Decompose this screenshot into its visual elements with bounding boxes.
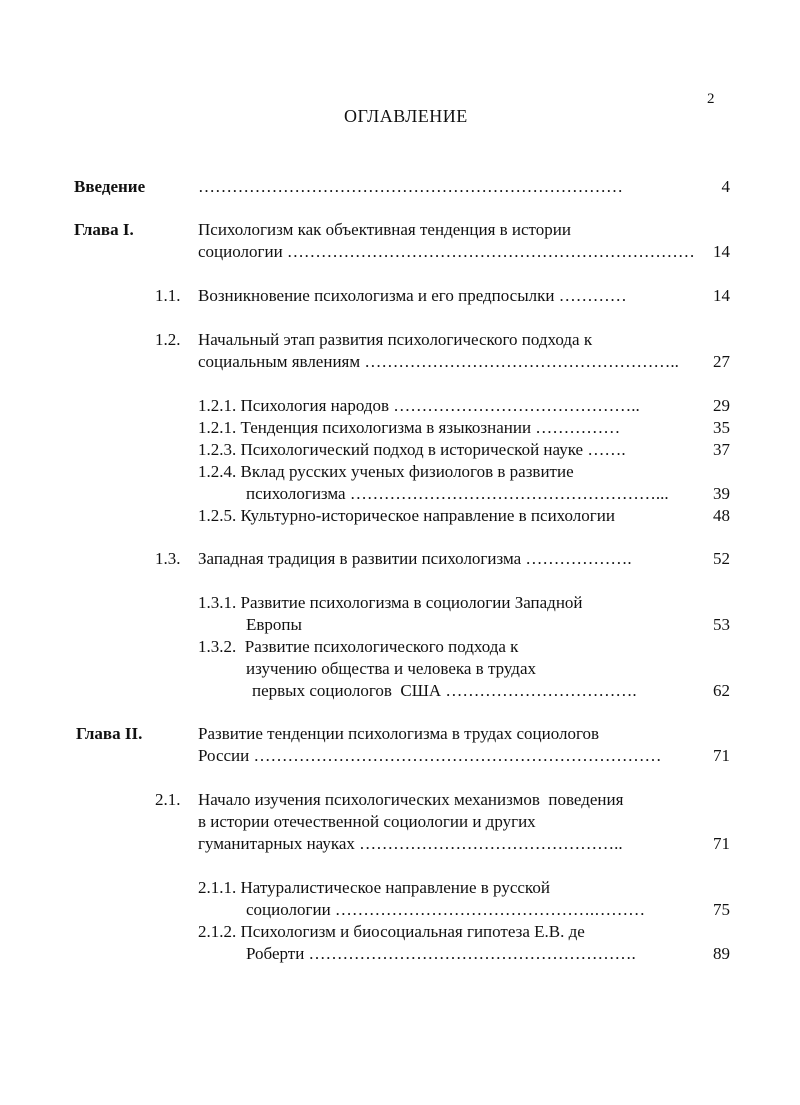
toc-label: Глава I. [74, 220, 134, 239]
toc-section-number: 2.1. [155, 790, 181, 809]
toc-page-number: 71 [713, 746, 730, 765]
toc-page-number: 48 [713, 506, 730, 525]
toc-title: 1.2.4. Вклад русских ученых физиологов в развитие [198, 462, 574, 481]
toc-page-number: 75 [713, 900, 730, 919]
toc-title: Роберти …………………………………………………. [246, 944, 636, 963]
toc-page-number: 62 [713, 681, 730, 700]
toc-title: 1.2.3. Психологический подход в исторической науке ……. [198, 440, 626, 459]
toc-section-number: 1.1. [155, 286, 181, 305]
toc-title: психологизма ………………………………………………... [246, 484, 669, 503]
toc-title: Развитие тенденции психологизма в трудах социологов [198, 724, 600, 743]
toc-title: Психологизм как объективная тенденция в истории [198, 220, 571, 239]
toc-title: первых социологов США ……………………………. [252, 681, 637, 700]
toc-title: в истории отечественной социологии и других [198, 812, 536, 831]
toc-title: социологии ……………………………………………………………… [198, 242, 695, 261]
page-number: 2 [707, 91, 715, 107]
toc-title: Европы [246, 615, 302, 634]
toc-label: Глава II. [76, 724, 143, 743]
toc-section-number: 1.2. [155, 330, 181, 349]
toc-page-number: 27 [713, 352, 730, 371]
toc-dots: ………………………………………………………………… [198, 177, 623, 196]
toc-title: Возникновение психологизма и его предпосылки ………… [198, 286, 627, 305]
toc-page-number: 37 [713, 440, 730, 459]
toc-title: Западная традиция в развитии психологизма ………………. [198, 549, 632, 568]
toc-title: изучению общества и человека в трудах [246, 659, 536, 678]
toc-title: России ……………………………………………………………… [198, 746, 662, 765]
toc-page-number: 89 [713, 944, 730, 963]
toc-title: 1.2.5. Культурно-историческое направление в психологии [198, 506, 615, 525]
toc-title: социальным явлениям ……………………………………………….. [198, 352, 679, 371]
toc-title: 2.1.1. Натуралистическое направление в русской [198, 878, 550, 897]
toc-page-number: 35 [713, 418, 730, 437]
toc-page-number: 29 [713, 396, 730, 415]
toc-page-number: 4 [721, 177, 730, 196]
toc-page-number: 14 [713, 286, 730, 305]
toc-title: 2.1.2. Психологизм и биосоциальная гипотеза Е.В. де [198, 922, 585, 941]
toc-title: 1.2.1. Тенденция психологизма в языкознании …………… [198, 418, 621, 437]
toc-title: 1.3.1. Развитие психологизма в социологии Западной [198, 593, 583, 612]
toc-label: Введение [74, 177, 146, 196]
toc-page-number: 52 [713, 549, 730, 568]
toc-section-number: 1.3. [155, 549, 181, 568]
toc-title: Начальный этап развития психологического подхода к [198, 330, 593, 349]
page-title: ОГЛАВЛЕНИЕ [344, 106, 468, 126]
toc-page-number: 39 [713, 484, 730, 503]
toc-title: 1.2.1. Психология народов …………………………………….. [198, 396, 640, 415]
toc-page-number: 53 [713, 615, 730, 634]
toc-page-number: 71 [713, 834, 730, 853]
toc-title: 1.3.2. Развитие психологического подхода к [198, 637, 519, 656]
toc-page-number: 14 [713, 242, 730, 261]
toc-title: гуманитарных науках ……………………………………….. [198, 834, 623, 853]
toc-title: социологии ……………………………………….……… [246, 900, 646, 919]
toc-title: Начало изучения психологических механизмов поведения [198, 790, 624, 809]
